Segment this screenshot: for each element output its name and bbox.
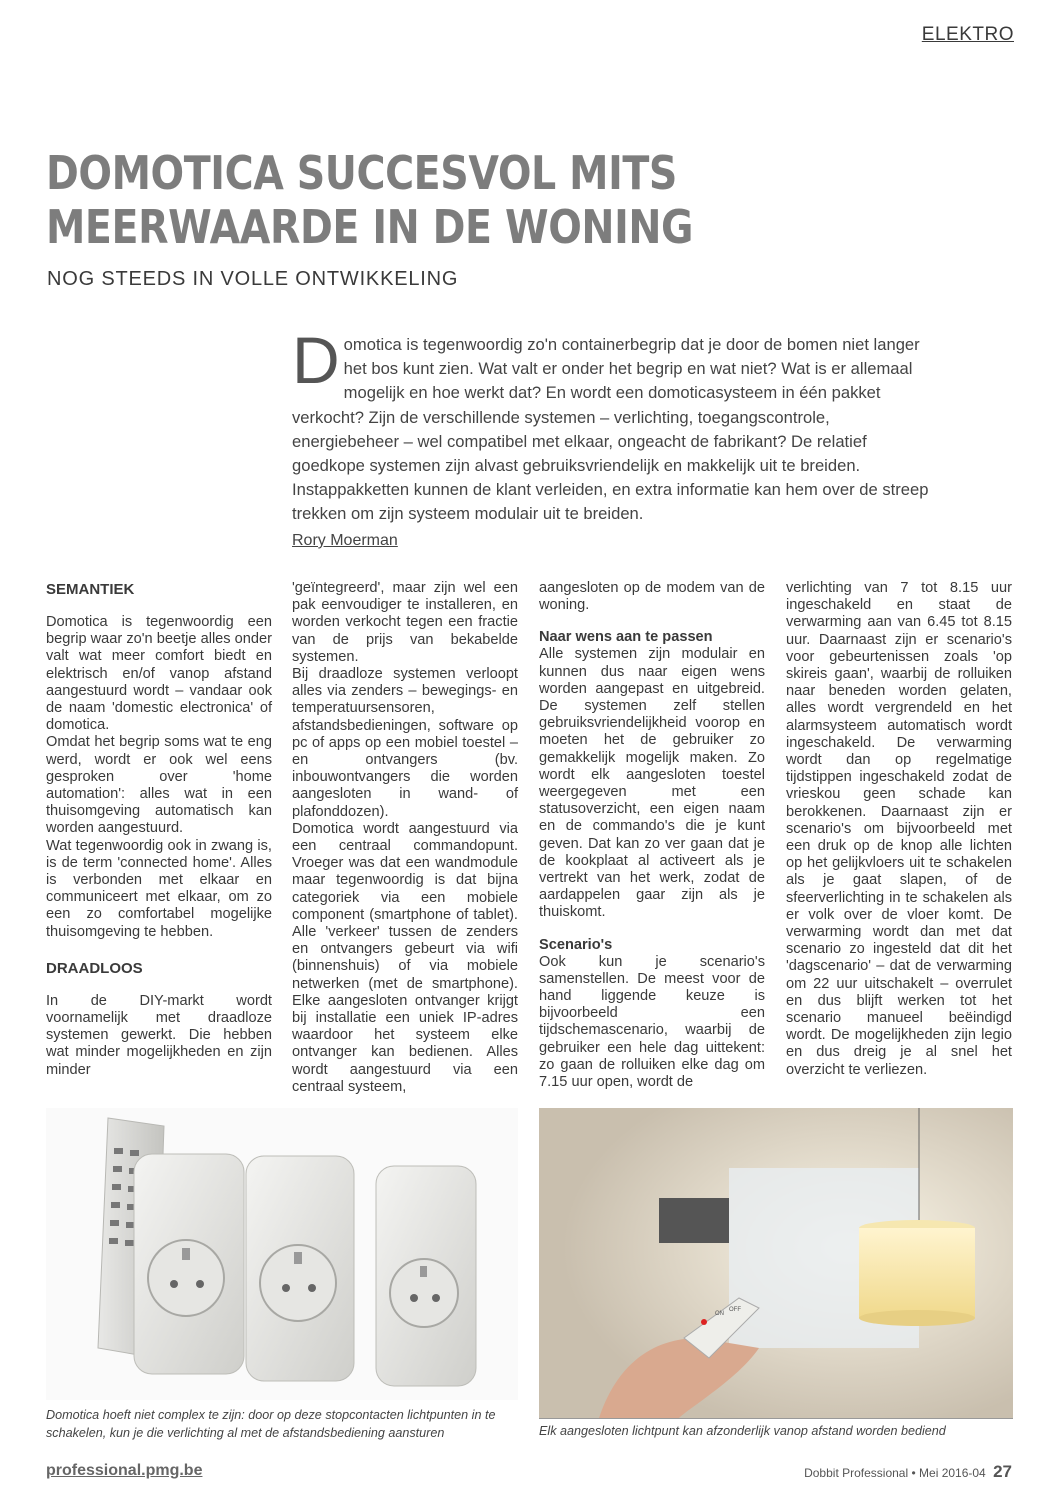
title-line-1: DOMOTICA SUCCESVOL MITS (46, 146, 677, 200)
column-1 (46, 580, 272, 1079)
paragraph: verlichting van 7 tot 8.15 uur ingeschakeld en staat de verwarming aan van 6.45 tot 8.15 uur. Daarnaast zijn er scenario's voor gebeurtenissen zoals 'op skireis gaan', waarbij de rolluiken naar beneden worden gelaten, alles wordt vergrendeld en het alarmsysteem automatisch wordt ingeschakeld. De verwarming wordt dan op regelmatige tijdstippen ingeschakeld zodat de vrieskou geen schade kan berokkenen. Daarnaast zijn er scenario's om bijvoorbeeld met een druk op de knop alle lichten op het gelijkvloers uit te schakelen als je gaat slapen, of de sfeerverlichting in te schakelen als er volk over de vloer komt. De verwarming wordt dan met dat scenario zo ingesteld dat dit het 'dagscenario' – dat de verwarming om 22 uur uitschakelt – overrulet en dus blijft werken tot het scenario manueel beëindigd wordt. De mogelijkheden zijn legio en dus dreig je al snel het overzicht te verliezen. (786, 580, 1012, 1078)
socket-icon (246, 1156, 354, 1381)
socket-icon (376, 1166, 476, 1386)
left-photo-caption: Domotica hoeft niet complex te zijn: door op deze stopcontacten lichtpunten in te schakelen, kun je die verlichting al met de afstandsbediening aansturen (46, 1408, 496, 1440)
footer-website-link[interactable]: professional.pmg.be (46, 1462, 203, 1479)
column-2 (292, 580, 518, 1096)
paragraph: Domotica is tegenwoordig een begrip waar zo'n beetje alles onder valt wat meer comfort biedt en elektrisch en/of vanop afstand aangestuurd wordt – vandaar ook de naam 'domestic electronica' of domotica. (46, 614, 272, 734)
right-photo-caption: Elk aangesloten lichtpunt kan afzonderlijk vanop afstand worden bediend (539, 1424, 946, 1438)
heading-naar-wens: Naar wens aan te passen (539, 629, 713, 646)
heading-scenarios: Scenario's (539, 936, 613, 953)
lead-paragraph (292, 323, 932, 527)
paragraph: Domotica wordt aangestuurd via een centraal commandopunt. Vroeger was dat een wandmodule maar tegenwoordig is dat bijna categoriek via een mobiele component (smartphone of tablet). Alle 'verkeer' tussen de zenders en ontvangers gebeurt via wifi (binnenshuis) of via mobiele netwerken (met de smartphone). Elke aangesloten ontvanger krijgt bij installatie een uniek IP-adres waardoor het systeem elke ontvanger kan bedienen. Alles wordt aangestuurd via een centraal systeem, (292, 820, 518, 1095)
title-line-2: MEERWAARDE IN DE WONING (46, 200, 694, 254)
paragraph: Bij draadloze systemen verloopt alles via zenders – bewegings- en temperatuursensoren, afstandsbedieningen, software op pc of apps op een mobiel toestel – en ontvangers (bv. inbouwontvangers die worden aangesloten in wand- of plafonddozen). (292, 666, 518, 820)
paragraph: In de DIY-markt wordt voornamelijk met draadloze systemen gewerkt. Die hebben wat minder mogelijkheden en zijn minder (46, 992, 272, 1078)
paragraph: Omdat het begrip soms wat te eng werd, wordt er ook wel eens gesproken over 'home automation': alles wat in een thuisomgeving automatisch kan worden aangestuurd. (46, 734, 272, 837)
paragraph: aangesloten op de modem van de woning. (539, 580, 765, 614)
paragraph: Wat tegenwoordig ook in zwang is, is de term 'connected home'. Alles is verbonden met elkaar en communiceert met elkaar, om zo een zo comfortabel mogelijke thuisomgeving te hebben. (46, 837, 272, 940)
column-3 (539, 580, 765, 1091)
photo-living-room (539, 1108, 1013, 1418)
paragraph: Ook kun je scenario's samenstellen. De meest voor de hand liggende keuze is bijvoorbeeld een tijdschemascenario, waarbij de gebruiker een hele dag uittekent: zo gaan de rolluiken elke dag om 7.15 uur open, wordt de (539, 953, 765, 1091)
paragraph: Alle systemen zijn modulair en kunnen dus naar eigen wens worden aangepast en uitgebreid. De systemen zelf stellen gebruiksvriendelijkheid voorop en moeten het de gebruiker zo gemakkelijk mogelijk maken. Zo wordt elk aangesloten toestel weergegeven met een statusoverzicht, een eigen naam en de commando's die je kunt geven. Dat kan zo ver gaan dat je de kookplaat al activeert als je vertrekt van het werk, zodat de aardappelen gaar zijn als je thuiskomt. (539, 646, 765, 921)
heading-semantiek: SEMANTIEK (46, 581, 135, 598)
pendant-lamp-icon (859, 1228, 975, 1318)
lead-text: omotica is tegenwoordig zo'n containerbegrip dat je door de bomen niet langer het bos kunt zien. Wat valt er onder het begrip en wat niet? Wat is er allemaal mogelijk en hoe werkt dat? En wordt een domoticasysteem in één pakket verkocht? Zijn de verschillende systemen – verlichting, toegangscontrole, energiebeheer – wel compatibel met elkaar, ongeacht de fabrikant? De relatief goedkope systemen zijn alvast gebruiksvriendelijk en makkelijk uit te breiden. Instappakketten kunnen de klant verleiden, en extra informatie kan hem over de streep trekken om zijn systeem modulair uit te breiden. (292, 335, 929, 524)
page-number: 27 (993, 1462, 1012, 1481)
column-4 (786, 580, 1012, 1079)
living-room-illustration (539, 1108, 1013, 1418)
heading-draadloos: DRAADLOOS (46, 959, 143, 977)
picture-frame-icon (659, 1198, 729, 1243)
article-title (46, 146, 872, 254)
photo-sockets (46, 1108, 518, 1400)
socket-icon (134, 1154, 244, 1374)
issue-label: Dobbit Professional • Mei 2016-04 (804, 1466, 986, 1480)
drop-cap: D (292, 323, 340, 397)
remote-on-label: ON (715, 1311, 724, 1317)
footer-issue (804, 1462, 1012, 1482)
author-byline: Rory Moerman (292, 532, 398, 549)
paragraph: 'geïntegreerd', maar zijn wel een pak eenvoudiger te installeren, en worden verkocht tegen een fractie van de prijs van bekabelde systemen. (292, 580, 518, 665)
article-subtitle: NOG STEEDS IN VOLLE ONTWIKKELING (47, 268, 459, 290)
caption-divider (539, 1418, 1013, 1419)
sockets-illustration (46, 1108, 518, 1400)
remote-off-label: OFF (729, 1307, 741, 1313)
section-tag: ELEKTRO (921, 24, 1014, 45)
